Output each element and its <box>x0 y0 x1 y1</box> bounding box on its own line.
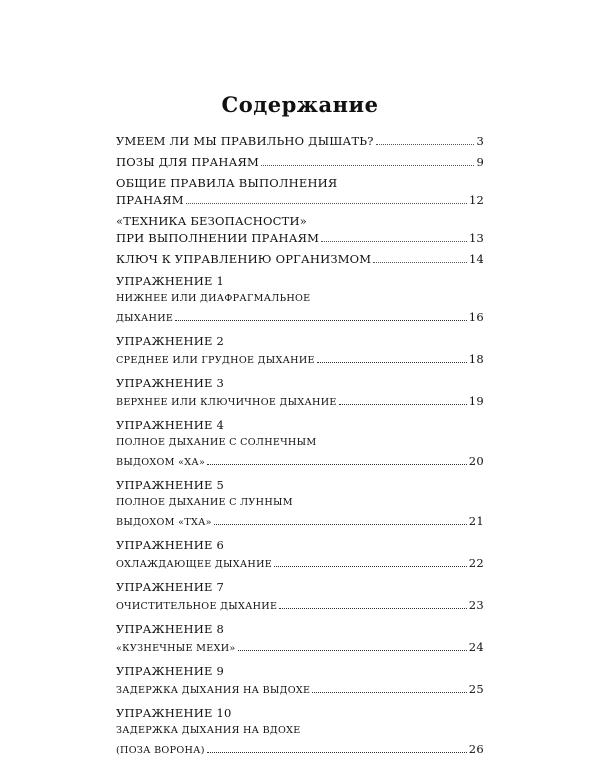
dot-leader <box>238 650 467 651</box>
dot-leader <box>376 144 475 145</box>
toc-line <box>116 392 484 412</box>
toc-entry-title: КЛЮЧ К УПРАВЛЕНИЮ ОРГАНИЗМОМ <box>116 252 372 266</box>
toc-exercise-heading: УПРАЖНЕНИЕ 9 <box>116 664 224 678</box>
toc-entry[interactable] <box>116 579 484 616</box>
toc-entry[interactable] <box>116 175 484 209</box>
toc-page-number: 18 <box>468 352 484 366</box>
toc-entry-title: ВЫДОХОМ «ХА» <box>116 457 206 468</box>
toc-line <box>116 154 484 171</box>
toc-page-number: 21 <box>468 514 484 528</box>
dot-leader <box>186 203 467 204</box>
toc-line <box>116 554 484 574</box>
dot-leader <box>207 464 467 465</box>
dot-leader <box>317 362 467 363</box>
toc-line <box>116 596 484 616</box>
toc-line <box>116 494 484 512</box>
toc-exercise-heading: УПРАЖНЕНИЕ 4 <box>116 418 224 432</box>
dot-leader <box>339 404 467 405</box>
toc-page-number: 9 <box>476 155 484 169</box>
toc-line <box>116 680 484 700</box>
toc-line <box>116 350 484 370</box>
toc-line <box>116 133 484 150</box>
toc-page-number: 22 <box>468 556 484 570</box>
toc-line <box>116 251 484 268</box>
toc-page-number: 24 <box>468 640 484 654</box>
toc-page-number: 23 <box>468 598 484 612</box>
toc-exercise-heading: УПРАЖНЕНИЕ 7 <box>116 580 224 594</box>
toc-line <box>116 175 484 192</box>
toc-entry-title: ПОЛНОЕ ДЫХАНИЕ С СОЛНЕЧНЫМ <box>116 437 317 448</box>
toc-entry-title: «ТЕХНИКА БЕЗОПАСНОСТИ» <box>116 214 307 228</box>
toc-line <box>116 290 484 308</box>
toc-entry[interactable] <box>116 537 484 574</box>
toc-page-number: 19 <box>468 394 484 408</box>
dot-leader <box>279 608 466 609</box>
dot-leader <box>312 692 466 693</box>
toc-exercise-heading: УПРАЖНЕНИЕ 2 <box>116 334 224 348</box>
dot-leader <box>261 165 475 166</box>
toc-entry[interactable] <box>116 417 484 472</box>
toc-entry-title: УМЕЕМ ЛИ МЫ ПРАВИЛЬНО ДЫШАТЬ? <box>116 134 374 148</box>
toc-exercise-heading: УПРАЖНЕНИЕ 5 <box>116 478 224 492</box>
toc-exercise-heading: УПРАЖНЕНИЕ 6 <box>116 538 224 552</box>
toc-entry-title: ОХЛАЖДАЮЩЕЕ ДЫХАНИЕ <box>116 559 273 570</box>
toc-entry-title: ПРИ ВЫПОЛНЕНИИ ПРАНАЯМ <box>116 231 320 245</box>
toc-page-number: 25 <box>468 682 484 696</box>
toc-page-number: 13 <box>468 231 484 245</box>
toc-entry[interactable] <box>116 333 484 370</box>
toc-entry-title: СРЕДНЕЕ ИЛИ ГРУДНОЕ ДЫХАНИЕ <box>116 355 315 366</box>
toc-exercise-heading: УПРАЖНЕНИЕ 1 <box>116 274 224 288</box>
toc-entry-title: ОЧИСТИТЕЛЬНОЕ ДЫХАНИЕ <box>116 601 278 612</box>
toc-entry[interactable] <box>116 273 484 328</box>
toc-exercise-heading: УПРАЖНЕНИЕ 3 <box>116 376 224 390</box>
toc-line <box>116 740 484 760</box>
toc-entry-title: ЗАДЕРЖКА ДЫХАНИЯ НА ВЫДОХЕ <box>116 685 311 696</box>
toc-entry[interactable] <box>116 621 484 658</box>
toc-line <box>116 230 484 247</box>
toc-entry-title: ВЫДОХОМ «ТХА» <box>116 517 212 528</box>
toc-page-number: 14 <box>468 252 484 266</box>
dot-leader <box>373 262 467 263</box>
toc-line <box>116 452 484 472</box>
toc-page-number: 12 <box>468 193 484 207</box>
toc-entry-title: ПРАНАЯМ <box>116 193 184 207</box>
toc-entry[interactable] <box>116 477 484 532</box>
toc-entry-title: ПОЗЫ ДЛЯ ПРАНАЯМ <box>116 155 259 169</box>
toc-entry[interactable] <box>116 133 484 150</box>
toc-page-number: 20 <box>468 454 484 468</box>
dot-leader <box>207 752 467 753</box>
toc-entry[interactable] <box>116 375 484 412</box>
toc-entry-title: ЗАДЕРЖКА ДЫХАНИЯ НА ВДОХЕ <box>116 725 301 736</box>
toc-line <box>116 722 484 740</box>
dot-leader <box>214 524 467 525</box>
toc-line <box>116 192 484 209</box>
table-of-contents <box>116 133 484 760</box>
page-title: Содержание <box>221 92 379 117</box>
toc-line <box>116 638 484 658</box>
toc-line <box>116 308 484 328</box>
toc-entry[interactable] <box>116 705 484 760</box>
toc-entry-title: НИЖНЕЕ ИЛИ ДИАФРАГМАЛЬНОЕ <box>116 293 311 304</box>
dot-leader <box>175 320 467 321</box>
toc-entry-title: ПОЛНОЕ ДЫХАНИЕ С ЛУННЫМ <box>116 497 293 508</box>
toc-entry[interactable] <box>116 213 484 247</box>
toc-entry-title: ВЕРХНЕЕ ИЛИ КЛЮЧИЧНОЕ ДЫХАНИЕ <box>116 397 337 408</box>
toc-entry-title: (ПОЗА ВОРОНА) <box>116 745 205 756</box>
toc-line <box>116 213 484 230</box>
toc-exercise-heading: УПРАЖНЕНИЕ 10 <box>116 706 232 720</box>
toc-line <box>116 512 484 532</box>
toc-entry-title: «КУЗНЕЧНЫЕ МЕХИ» <box>116 643 236 654</box>
toc-page-number: 26 <box>468 742 484 756</box>
dot-leader <box>274 566 467 567</box>
toc-entry[interactable] <box>116 251 484 268</box>
toc-entry-title: ОБЩИЕ ПРАВИЛА ВЫПОЛНЕНИЯ <box>116 176 338 190</box>
toc-exercise-heading: УПРАЖНЕНИЕ 8 <box>116 622 224 636</box>
toc-entry[interactable] <box>116 154 484 171</box>
toc-page-number: 16 <box>468 310 484 324</box>
toc-entry-title: ДЫХАНИЕ <box>116 313 174 324</box>
dot-leader <box>321 241 467 242</box>
toc-page-number: 3 <box>476 134 484 148</box>
toc-entry[interactable] <box>116 663 484 700</box>
toc-line <box>116 434 484 452</box>
